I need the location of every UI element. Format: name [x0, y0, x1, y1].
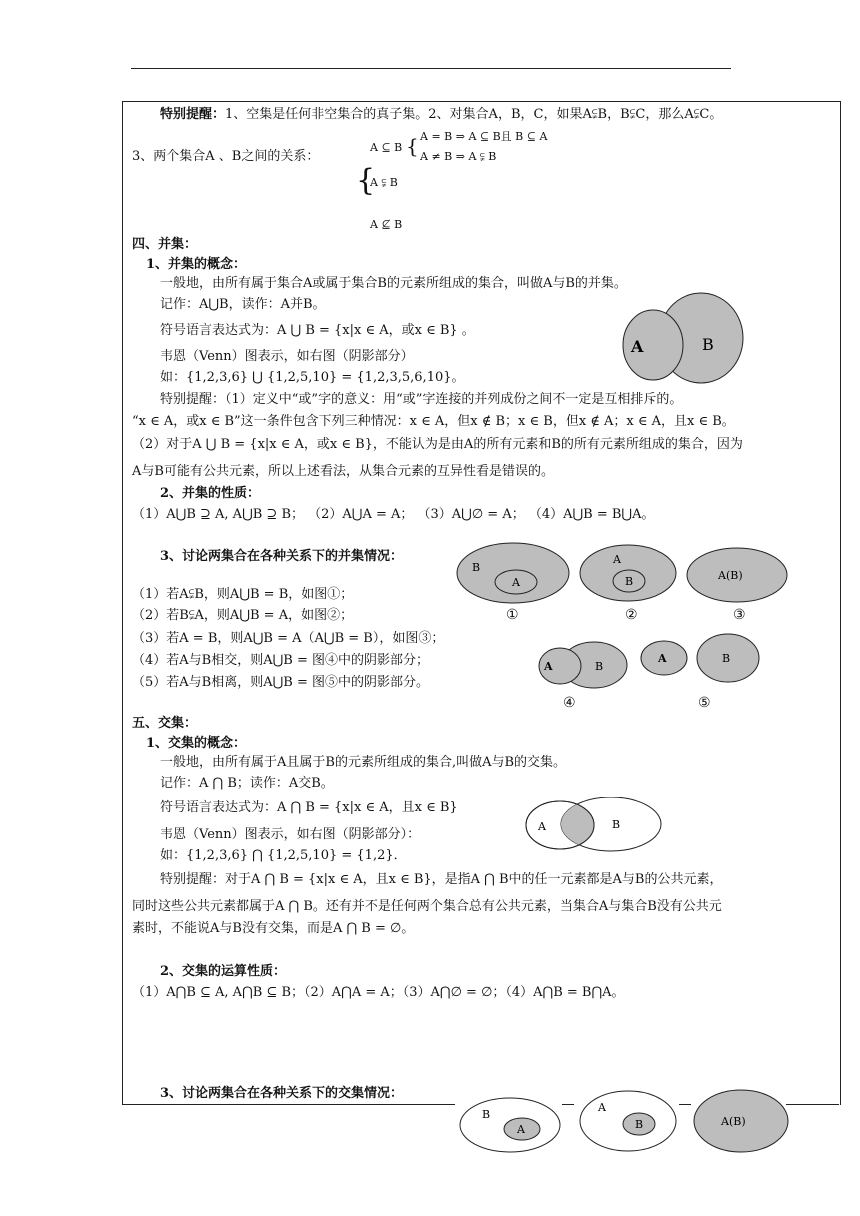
intersect-fig-2 — [578, 1089, 678, 1153]
fig-label-3: ③ — [733, 607, 746, 623]
intersect-example: 如：{1,2,3,6} ⋂ {1,2,5,10} = {1,2}． — [160, 848, 407, 863]
union-fig-4 — [536, 640, 630, 690]
relation-notsubset: A ⊈ B — [370, 218, 403, 231]
union-venn-diagram — [620, 290, 746, 386]
intersect-venn-note: 韦恩（Venn）图表示，如右图（阴影部分）： — [160, 827, 421, 842]
union-fig-2 — [578, 543, 678, 605]
fig1-b: B — [472, 561, 481, 574]
intersect-venn-diagram — [524, 797, 664, 853]
union-case-3: （3）若A = B，则A⋃B = A（A⋃B = B），如图③； — [132, 631, 445, 646]
fig3-ab: A(B) — [718, 569, 743, 582]
union-notation: 记作：A⋃B，读作：A并B。 — [160, 297, 326, 312]
fig2-a: A — [613, 553, 621, 566]
intersect-props: （1）A⋂B ⊆ A, A⋂B ⊆ B；（2）A⋂A = A；（3）A⋂∅ = ∅；（4）A⋂B = B⋂A。 — [132, 985, 625, 1000]
union-symbolic: 符号语言表达式为：A ⋃ B = {x|x ∈ A，或x ∈ B} 。 — [160, 323, 475, 338]
union-tip-1: 特别提醒：（1）定义中“或”字的意义：用“或”字连接的并列成份之间不一定是互相排斥的。 — [160, 392, 683, 407]
union-case-2: （2）若B⫋A，则A⋃B = A，如图②； — [132, 608, 354, 623]
fig2-b: B — [625, 575, 634, 588]
big-brace: { — [356, 163, 376, 198]
union-example: 如：{1,2,3,6} ⋃ {1,2,5,10} = {1,2,3,5,6,10}。 — [160, 370, 465, 385]
dash-2 — [679, 1104, 691, 1105]
dash-1 — [562, 1104, 574, 1105]
ifig1-a: A — [517, 1123, 525, 1136]
fig1-a: A — [512, 576, 520, 589]
union-venn-b: B — [702, 335, 714, 354]
fig4-a: A — [544, 660, 553, 673]
union-case-5: （5）若A与B相离，则A⋃B = 图⑤中的阴影部分。 — [132, 675, 429, 690]
subset-tip — [160, 106, 722, 124]
ifig3-ab: A(B) — [721, 1115, 746, 1128]
dash-3 — [786, 1104, 839, 1105]
section5-title: 五、交集： — [132, 716, 198, 731]
union-concept-title: 1、并集的概念： — [146, 257, 247, 272]
relation-subset: A ⊆ B — [370, 141, 403, 154]
union-props: （1）A⋃B ⊇ A, A⋃B ⊇ B； （2）A⋃A = A； （3）A⋃∅ = A； （4）A⋃B = B⋃A。 — [132, 507, 655, 522]
fig-label-1: ① — [506, 607, 519, 623]
fig-label-5: ⑤ — [698, 695, 711, 711]
tip-text: 1、空集是任何非空集合的真子集。2、对集合A，B，C，如果A⫋B，B⫋C，那么A⫋C。 — [225, 107, 723, 122]
union-definition: 一般地，由所有属于集合A或属于集合B的元素所组成的集合，叫做A与B的并集。 — [160, 276, 627, 291]
intersect-props-title: 2、交集的运算性质： — [160, 964, 287, 979]
relation-equal: A = B ⇒ A ⊆ B且 B ⊆ A — [420, 130, 548, 143]
intersect-tip-3: 素时，不能说A与B没有交集，而是A ⋂ B = ∅。 — [132, 921, 415, 936]
union-tip-4: A与B可能有公共元素，所以上述看法，从集合元素的互异性看是错误的。 — [132, 464, 554, 479]
union-cases-title: 3、讨论两集合在各种关系下的并集情况： — [160, 549, 404, 564]
ifig1-b: B — [482, 1108, 491, 1121]
intersect-notation: 记作：A ⋂ B；读作：A交B。 — [160, 776, 334, 791]
ifig2-a: A — [598, 1101, 606, 1114]
union-case-4: （4）若A与B相交，则A⋃B = 图④中的阴影部分； — [132, 653, 429, 668]
intersect-cases-title: 3、讨论两集合在各种关系下的交集情况： — [160, 1086, 404, 1101]
relation-proper: A ⫋ B — [370, 176, 398, 189]
union-fig-3 — [685, 545, 789, 605]
header-rule — [131, 68, 731, 69]
intersect-definition: 一般地，由所有属于A且属于B的元素所组成的集合,叫做A与B的交集。 — [160, 755, 567, 770]
union-venn-note: 韦恩（Venn）图表示，如右图（阴影部分） — [160, 349, 414, 364]
union-venn-a: A — [631, 337, 644, 356]
small-brace: { — [406, 134, 419, 158]
intersect-fig-3 — [692, 1088, 790, 1154]
intersect-symbolic: 符号语言表达式为：A ⋂ B = {x|x ∈ A，且x ∈ B} — [160, 800, 458, 815]
fig-label-2: ② — [625, 607, 638, 623]
union-fig-5a — [638, 638, 690, 678]
union-case-1: （1）若A⫋B，则A⋃B = B，如图①； — [132, 587, 354, 602]
relation-label: 3、两个集合A 、B之间的关系： — [132, 149, 320, 164]
intersect-concept-title: 1、交集的概念： — [146, 736, 247, 751]
intersect-tip-2: 同时这些公共元素都属于A ⋂ B。还有并不是任何两个集合总有公共元素，当集合A与集合B没有公共元 — [132, 899, 722, 914]
section4-title: 四、并集： — [132, 237, 198, 252]
fig4-b: B — [595, 660, 604, 673]
relation-notequal: A ≠ B ⇒ A ⫋ B — [420, 150, 497, 163]
union-tip-3: （2）对于A ⋃ B = {x|x ∈ A，或x ∈ B}，不能认为是由A的所有元素和B的所有元素所组成的集合，因为 — [132, 437, 743, 452]
intersect-fig-1 — [458, 1096, 562, 1154]
intersect-venn-a: A — [538, 820, 546, 833]
fig5-b: B — [722, 652, 731, 665]
ifig2-b: B — [635, 1118, 644, 1131]
union-fig-5b — [694, 632, 762, 684]
frame-bottom-rule — [122, 1104, 455, 1105]
intersect-venn-b: B — [612, 818, 621, 831]
tip-label: 特别提醒： — [160, 107, 226, 122]
fig5-a: A — [658, 652, 667, 665]
union-tip-2: “x ∈ A，或x ∈ B”这一条件包含下列三种情况：x ∈ A，但x ∉ B；x ∈ B，但x ∉ A；x ∈ A，且x ∈ B。 — [132, 414, 735, 429]
intersect-tip-1: 特别提醒：对于A ⋂ B = {x|x ∈ A，且x ∈ B}，是指A ⋂ B中的任一元素都是A与B的公共元素， — [160, 872, 723, 887]
union-fig-1 — [455, 540, 575, 608]
fig-label-4: ④ — [563, 695, 576, 711]
union-props-title: 2、并集的性质： — [160, 486, 261, 501]
